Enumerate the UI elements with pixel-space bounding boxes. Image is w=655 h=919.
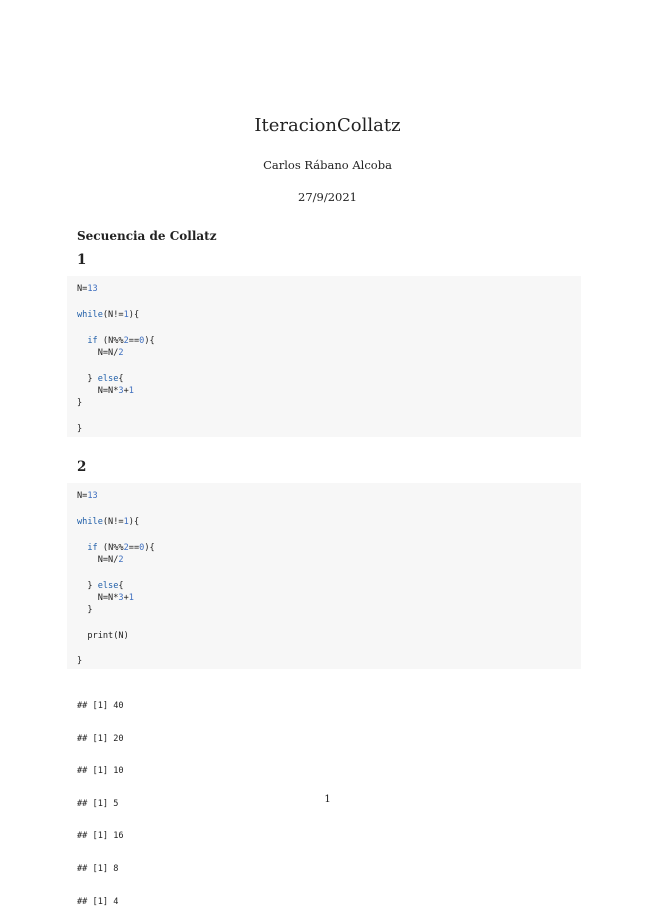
code-line: while(N!=1){ <box>77 517 140 527</box>
code-line: N=13 <box>77 491 98 501</box>
document-date: 27/9/2021 <box>298 190 357 204</box>
code-line: } else{ <box>77 581 124 591</box>
output-line: ## [1] 40 <box>77 701 124 711</box>
code-line: } <box>77 656 83 666</box>
output-line: ## [1] 20 <box>77 733 124 744</box>
code-line: N=13 <box>77 284 98 294</box>
code-line: print(N) <box>77 631 129 641</box>
output-line: ## [1] 16 <box>77 831 124 842</box>
output-line: ## [1] 8 <box>77 863 119 874</box>
code-line: N=N*3+1 <box>77 593 134 603</box>
code-line: N=N/2 <box>77 348 124 358</box>
document-author: Carlos Rábano Alcoba <box>263 158 392 172</box>
output-line: ## [1] 5 <box>77 798 119 809</box>
code-line: } <box>77 398 83 408</box>
output-line: ## [1] 10 <box>77 766 124 777</box>
code-line: } <box>77 605 93 615</box>
code-line: if (N%%2==0){ <box>87 336 155 346</box>
code-line: if (N%%2==0){ <box>87 543 155 553</box>
page-number: 1 <box>324 794 331 805</box>
output-line: ## [1] 4 <box>77 896 119 907</box>
document-title: IteracionCollatz <box>254 115 401 136</box>
code-line: while(N!=1){ <box>77 310 140 320</box>
subsection-heading-1: 1 <box>77 252 87 268</box>
code-line: N=N*3+1 <box>77 386 134 396</box>
code-line: } <box>77 424 83 434</box>
section-heading: Secuencia de Collatz <box>77 229 217 243</box>
subsection-heading-2: 2 <box>77 459 87 475</box>
code-block-2 <box>67 483 581 669</box>
code-line: N=N/2 <box>77 555 124 565</box>
code-line: } else{ <box>77 374 124 384</box>
code-block-1 <box>67 276 581 437</box>
